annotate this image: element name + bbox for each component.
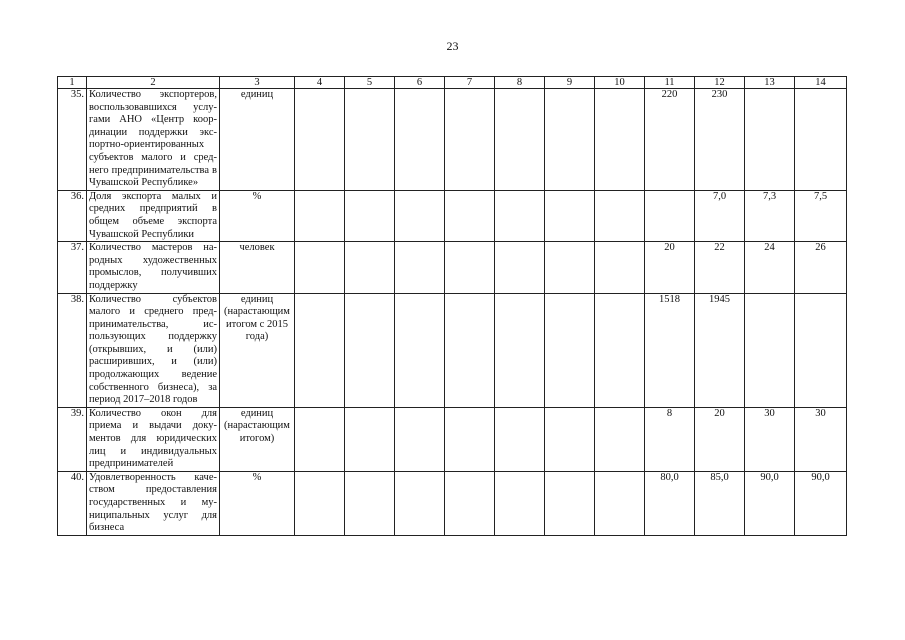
value-col-13: 90,0: [745, 471, 795, 535]
table-row: [58, 293, 847, 407]
value-col-14: [795, 293, 847, 407]
unit-of-measure: человек: [220, 242, 295, 293]
indicator-name: Количество окон для приема и выдачи документов для юридических лиц и индивидуальных предпринимателей: [87, 407, 220, 471]
indicators-table: [57, 76, 847, 536]
value-col-10: [595, 89, 645, 191]
row-number: 35.: [58, 89, 87, 191]
value-col-11: 1518: [645, 293, 695, 407]
value-col-14: 7,5: [795, 190, 847, 241]
indicator-name: Количество мастеров народных художественных промыслов, получивших поддержку: [87, 242, 220, 293]
column-header: 2: [87, 77, 220, 89]
column-header: 4: [295, 77, 345, 89]
column-header: 5: [345, 77, 395, 89]
value-col-6: [395, 242, 445, 293]
indicator-name: Количество экспортеров, воспользовавшихся услугами АНО «Центр координации поддержки экспортно-ориентированных субъектов малого и среднего предпринимательства в Чувашской Республике»: [87, 89, 220, 191]
value-col-10: [595, 471, 645, 535]
value-col-6: [395, 89, 445, 191]
value-col-5: [345, 293, 395, 407]
value-col-8: [495, 242, 545, 293]
value-col-7: [445, 293, 495, 407]
value-col-7: [445, 471, 495, 535]
value-col-14: 30: [795, 407, 847, 471]
value-col-11: 20: [645, 242, 695, 293]
row-number: 37.: [58, 242, 87, 293]
value-col-10: [595, 190, 645, 241]
value-col-13: 7,3: [745, 190, 795, 241]
value-col-7: [445, 407, 495, 471]
value-col-12: 22: [695, 242, 745, 293]
value-col-14: 26: [795, 242, 847, 293]
value-col-12: 230: [695, 89, 745, 191]
column-header: 10: [595, 77, 645, 89]
value-col-12: 85,0: [695, 471, 745, 535]
value-col-11: [645, 190, 695, 241]
value-col-10: [595, 293, 645, 407]
value-col-5: [345, 89, 395, 191]
column-header: 14: [795, 77, 847, 89]
value-col-7: [445, 242, 495, 293]
value-col-5: [345, 407, 395, 471]
value-col-11: 80,0: [645, 471, 695, 535]
table-row: [58, 407, 847, 471]
value-col-13: 30: [745, 407, 795, 471]
row-number: 40.: [58, 471, 87, 535]
value-col-4: [295, 471, 345, 535]
value-col-9: [545, 293, 595, 407]
value-col-12: 20: [695, 407, 745, 471]
value-col-14: 90,0: [795, 471, 847, 535]
value-col-6: [395, 293, 445, 407]
unit-of-measure: единиц (нарастающим итогом с 2015 года): [220, 293, 295, 407]
value-col-4: [295, 190, 345, 241]
value-col-9: [545, 471, 595, 535]
value-col-4: [295, 407, 345, 471]
value-col-8: [495, 293, 545, 407]
row-number: 36.: [58, 190, 87, 241]
column-header: 1: [58, 77, 87, 89]
column-header: 7: [445, 77, 495, 89]
column-header: 3: [220, 77, 295, 89]
table-row: [58, 190, 847, 241]
unit-of-measure: %: [220, 190, 295, 241]
page-number: 23: [446, 39, 459, 53]
table-row: [58, 242, 847, 293]
value-col-14: [795, 89, 847, 191]
column-header: 13: [745, 77, 795, 89]
value-col-12: 1945: [695, 293, 745, 407]
value-col-10: [595, 242, 645, 293]
value-col-8: [495, 89, 545, 191]
row-number: 39.: [58, 407, 87, 471]
value-col-6: [395, 407, 445, 471]
value-col-4: [295, 89, 345, 191]
column-header: 11: [645, 77, 695, 89]
value-col-5: [345, 242, 395, 293]
value-col-5: [345, 190, 395, 241]
value-col-8: [495, 190, 545, 241]
unit-of-measure: единиц (нарастающим итогом): [220, 407, 295, 471]
column-header: 9: [545, 77, 595, 89]
value-col-4: [295, 293, 345, 407]
table-row: [58, 89, 847, 191]
row-number: 38.: [58, 293, 87, 407]
value-col-11: 8: [645, 407, 695, 471]
value-col-13: [745, 293, 795, 407]
value-col-6: [395, 471, 445, 535]
indicator-name: Количество субъектов малого и среднего предпринимательства, использующих поддержку (открывших, и (или) расширивших, и (или) продолжающих ведение собственного бизнеса), за период 2017–2018 годов: [87, 293, 220, 407]
value-col-9: [545, 242, 595, 293]
value-col-13: [745, 89, 795, 191]
indicator-name: Доля экспорта малых и средних предприятий в общем объеме экспорта Чувашской Республики: [87, 190, 220, 241]
value-col-12: 7,0: [695, 190, 745, 241]
value-col-9: [545, 407, 595, 471]
value-col-8: [495, 471, 545, 535]
table-row: [58, 471, 847, 535]
value-col-4: [295, 242, 345, 293]
indicator-name: Удовлетворенность качеством предоставления государственных и муниципальных услуг для бизнеса: [87, 471, 220, 535]
unit-of-measure: %: [220, 471, 295, 535]
value-col-6: [395, 190, 445, 241]
value-col-9: [545, 89, 595, 191]
value-col-7: [445, 89, 495, 191]
value-col-13: 24: [745, 242, 795, 293]
value-col-8: [495, 407, 545, 471]
column-number-header-row: [58, 77, 847, 89]
column-header: 12: [695, 77, 745, 89]
value-col-9: [545, 190, 595, 241]
value-col-5: [345, 471, 395, 535]
column-header: 8: [495, 77, 545, 89]
value-col-10: [595, 407, 645, 471]
column-header: 6: [395, 77, 445, 89]
value-col-11: 220: [645, 89, 695, 191]
value-col-7: [445, 190, 495, 241]
unit-of-measure: единиц: [220, 89, 295, 191]
